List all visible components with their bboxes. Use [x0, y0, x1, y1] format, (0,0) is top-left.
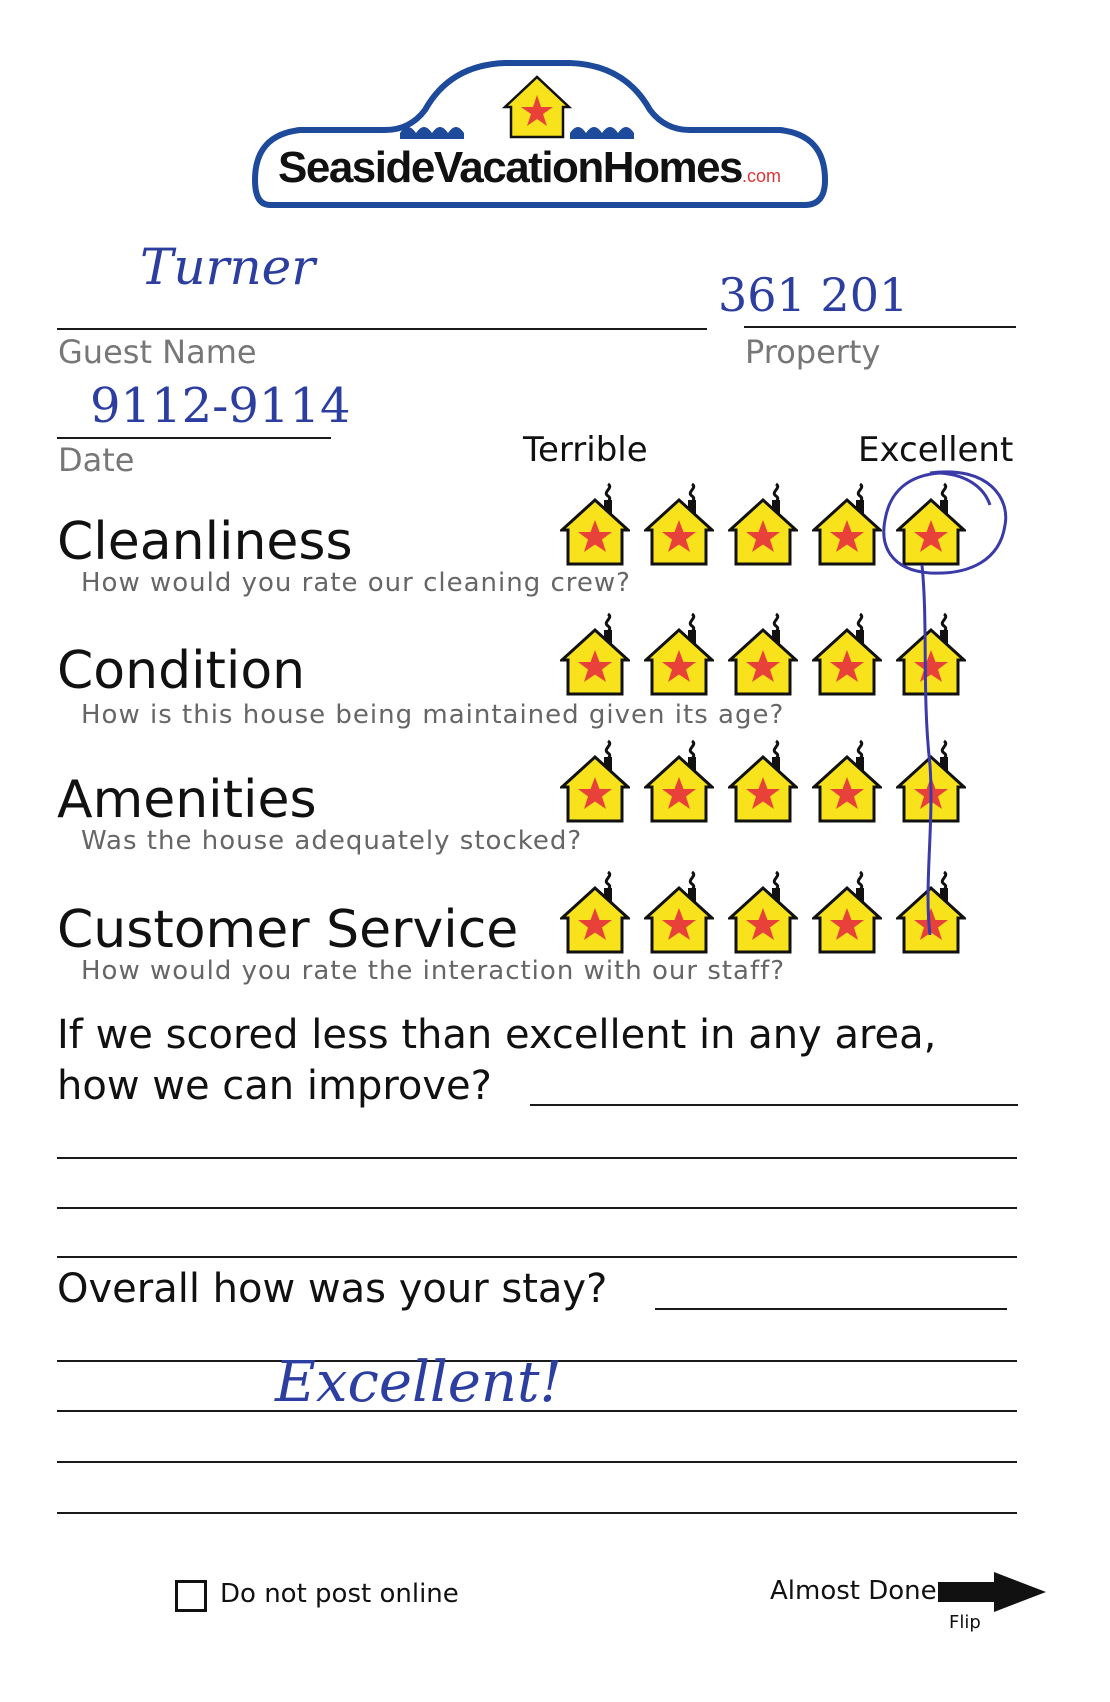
- category-customer-service: Customer Service: [57, 900, 519, 960]
- guest-name-line: [57, 328, 707, 330]
- house-rating-icon[interactable]: [560, 608, 630, 698]
- category-condition: Condition: [57, 641, 306, 701]
- overall-line-3: [57, 1461, 1017, 1463]
- logo-suffix: .com: [742, 166, 782, 186]
- house-rating-icon[interactable]: [728, 478, 798, 568]
- house-rating-icon[interactable]: [644, 478, 714, 568]
- overall-answer: Excellent!: [275, 1350, 562, 1415]
- house-rating-icon[interactable]: [560, 478, 630, 568]
- scale-low-label: Terrible: [523, 430, 648, 470]
- logo-wordmark: [278, 143, 808, 193]
- house-rating-icon[interactable]: [560, 735, 630, 825]
- almost-done-label: Almost Done: [770, 1576, 937, 1606]
- property-value: 361 201: [718, 268, 909, 322]
- guest-name-label: Guest Name: [58, 333, 257, 371]
- property-label: Property: [745, 333, 881, 371]
- house-rating-icon[interactable]: [560, 866, 630, 956]
- house-rating-icon[interactable]: [728, 608, 798, 698]
- category-amenities: Amenities: [57, 770, 317, 830]
- date-label: Date: [58, 441, 135, 479]
- improve-line-1: [57, 1157, 1017, 1159]
- question-condition: How is this house being maintained given its age?: [81, 700, 785, 730]
- question-cleanliness: How would you rate our cleaning crew?: [81, 568, 631, 598]
- do-not-post-label: Do not post online: [220, 1579, 459, 1609]
- question-customer-service: How would you rate the interaction with our staff?: [81, 956, 786, 986]
- improve-line-3: [57, 1256, 1017, 1258]
- house-rating-icon[interactable]: [728, 866, 798, 956]
- house-rating-icon[interactable]: [644, 608, 714, 698]
- category-cleanliness: Cleanliness: [57, 512, 353, 572]
- question-amenities: Was the house adequately stocked?: [81, 826, 583, 856]
- improve-question-line2: how we can improve?: [57, 1063, 492, 1109]
- overall-line-4: [57, 1512, 1017, 1514]
- logo: [250, 55, 830, 215]
- house-rating-icon[interactable]: [644, 866, 714, 956]
- improve-question-line1: If we scored less than excellent in any area,: [57, 1012, 937, 1058]
- arrow-right-icon: [938, 1572, 1048, 1612]
- property-line: [744, 326, 1016, 328]
- improve-line-0: [530, 1104, 1018, 1106]
- house-rating-icon[interactable]: [644, 735, 714, 825]
- guest-name-value: Turner: [140, 238, 316, 296]
- do-not-post-checkbox[interactable]: [175, 1580, 207, 1612]
- overall-question: Overall how was your stay?: [57, 1266, 608, 1312]
- rating-circle-mark: [860, 465, 1020, 955]
- date-line: [57, 437, 331, 439]
- flip-label: Flip: [949, 1612, 981, 1633]
- house-rating-icon[interactable]: [728, 735, 798, 825]
- logo-text: SeasideVacationHomes: [278, 143, 743, 192]
- improve-line-2: [57, 1207, 1017, 1209]
- overall-line-0: [655, 1308, 1007, 1310]
- date-value: 9112-9114: [90, 378, 351, 434]
- scale-high-label: Excellent: [858, 430, 1014, 470]
